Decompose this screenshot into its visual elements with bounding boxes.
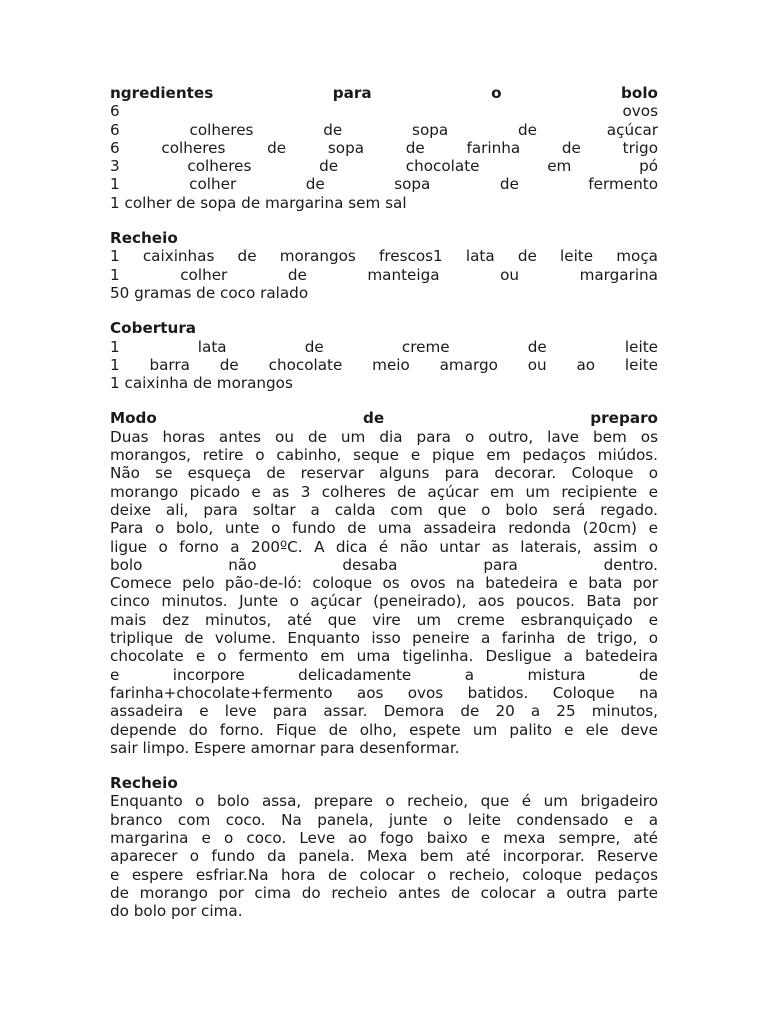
section-spacer	[110, 212, 658, 229]
document-page	[110, 84, 658, 920]
text-line: Duas horas antes ou de um dia para o outro, lave bem os	[110, 427, 658, 446]
text-line: depende do forno. Fique de olho, espete um palito e ele deve	[110, 720, 658, 739]
section-cobertura	[110, 319, 658, 392]
text-line: bolo não desaba para dentro.	[110, 555, 658, 574]
text-line: chocolate e o fermento em uma tigelinha. Desligue a batedeira	[110, 647, 658, 666]
section-recheio-ingredientes	[110, 229, 658, 302]
section-recheio-preparo	[110, 774, 658, 920]
text-line: de morango por cima do recheio antes de colocar a outra parte	[110, 883, 658, 902]
text-line: do bolo por cima.	[110, 902, 243, 921]
text-line: 1 caixinhas de morangos frescos1 lata de leite moça	[110, 247, 658, 266]
text-line: aparecer o fundo da panela. Mexa bem até incorporar. Reserve	[110, 847, 658, 866]
text-line: morangos, retire o cabinho, seque e pique em pedaços miúdos.	[110, 446, 658, 465]
text-line: cinco minutos. Junte o açúcar (peneirado), aos poucos. Bata por	[110, 592, 658, 611]
text-line: triplique de volume. Enquanto isso peneire a farinha de trigo, o	[110, 629, 658, 648]
section-heading: Recheio	[110, 774, 178, 793]
section-ingredientes-bolo	[110, 84, 658, 212]
text-line: Comece pelo pão-de-ló: coloque os ovos na batedeira e bata por	[110, 574, 658, 593]
text-line: e incorpore delicadamente a mistura de	[110, 665, 658, 684]
section-spacer	[110, 757, 658, 774]
text-line: sair limpo. Espere amornar para desenformar.	[110, 738, 460, 757]
section-heading: Modo de preparo	[110, 409, 658, 428]
section-heading: ngredientes para o bolo	[110, 84, 658, 102]
text-line: 1 caixinha de morangos	[110, 374, 293, 393]
text-line: 6 ovos	[110, 102, 658, 121]
section-spacer	[110, 302, 658, 319]
text-line: 1 lata de creme de leite	[110, 337, 658, 356]
text-line: 1 barra de chocolate meio amargo ou ao leite	[110, 355, 658, 374]
text-line: mais dez minutos, até que vire um creme esbranquiçado e	[110, 610, 658, 629]
text-line: e espere esfriar.Na hora de colocar o recheio, coloque pedaços	[110, 865, 658, 884]
text-line: 6 colheres de sopa de açúcar	[110, 120, 658, 139]
section-heading: Cobertura	[110, 319, 197, 338]
text-line: 50 gramas de coco ralado	[110, 283, 309, 302]
text-line: deixe ali, para soltar a calda com que o bolo será regado.	[110, 500, 658, 519]
text-line: Enquanto o bolo assa, prepare o recheio, que é um brigadeiro	[110, 792, 658, 811]
text-line: 1 colher de sopa de fermento	[110, 175, 658, 194]
text-line: assadeira e leve para assar. Demora de 20 a 25 minutos,	[110, 702, 658, 721]
text-line: Não se esqueça de reservar alguns para decorar. Coloque o	[110, 464, 658, 483]
text-line: margarina e o coco. Leve ao fogo baixo e mexa sempre, até	[110, 828, 658, 847]
text-line: Para o bolo, unte o fundo de uma assadeira redonda (20cm) e	[110, 519, 658, 538]
text-line: 3 colheres de chocolate em pó	[110, 157, 658, 176]
section-spacer	[110, 392, 658, 409]
section-heading: Recheio	[110, 229, 178, 248]
text-line: ligue o forno a 200ºC. A dica é não untar as laterais, assim o	[110, 537, 658, 556]
text-line: 6 colheres de sopa de farinha de trigo	[110, 138, 658, 157]
text-line: morango picado e as 3 colheres de açúcar em um recipiente e	[110, 482, 658, 501]
text-line: 1 colher de sopa de margarina sem sal	[110, 193, 407, 212]
text-line: branco com coco. Na panela, junte o leite condensado e a	[110, 810, 658, 829]
section-modo-de-preparo	[110, 409, 658, 757]
text-line: farinha+chocolate+fermento aos ovos batidos. Coloque na	[110, 683, 658, 702]
text-line: 1 colher de manteiga ou margarina	[110, 265, 658, 284]
